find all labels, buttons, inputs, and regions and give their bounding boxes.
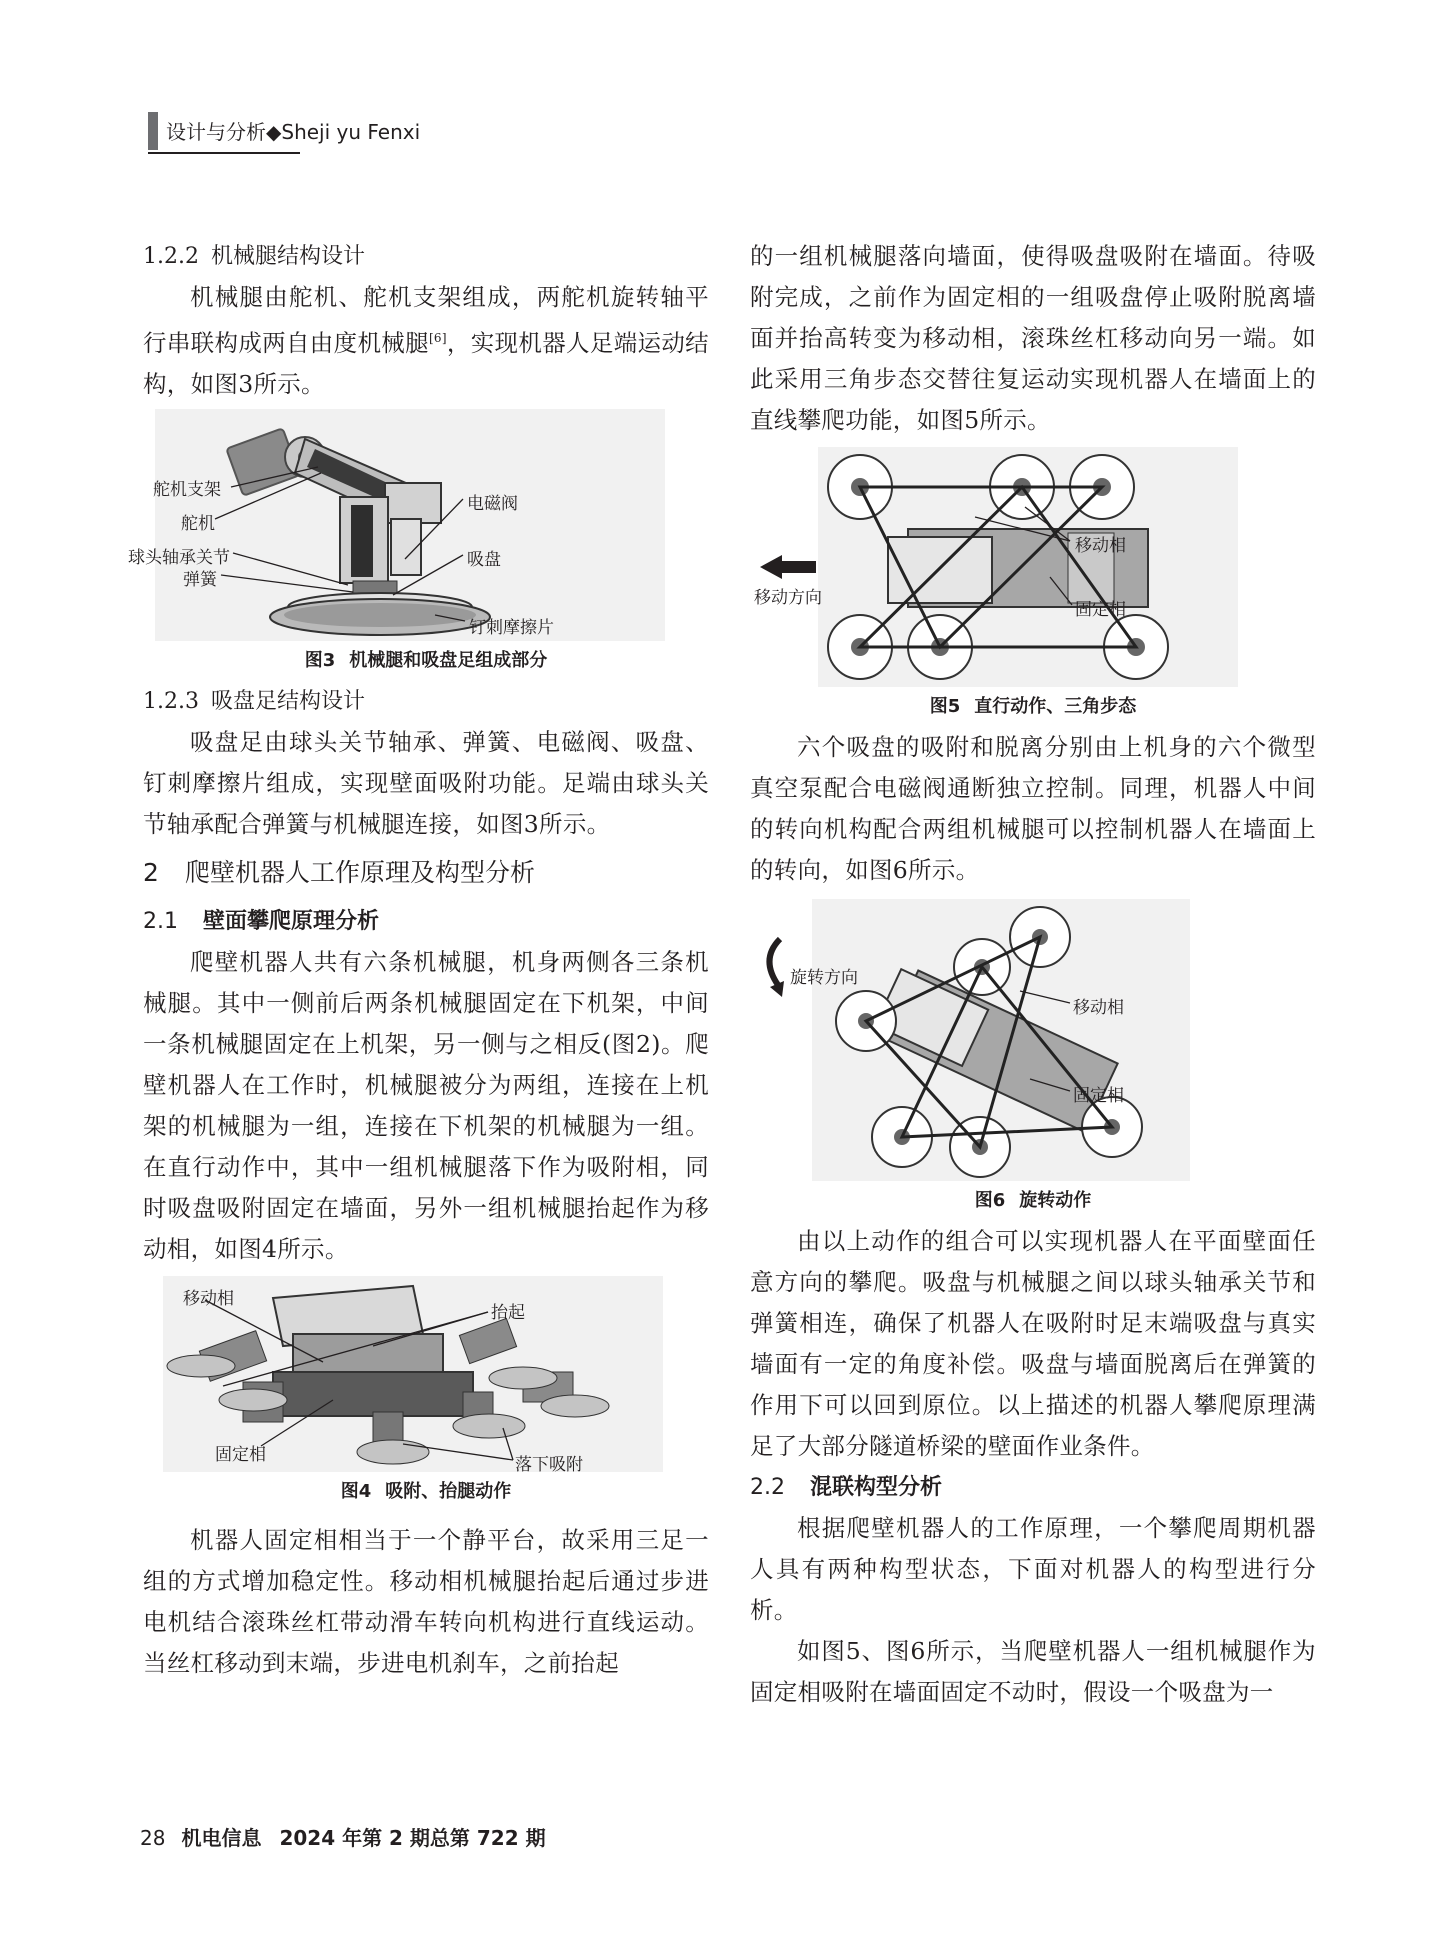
figure-5-caption [750,687,1316,727]
leader-lines [143,409,709,641]
paragraph: 六个吸盘的吸附和脱离分别由上机身的六个微型真空泵配合电磁阀通断独立控制。同理，机器人中间的转向机构配合两组机械腿可以控制机器人在墙面上的转向，如图6所示。 [750,733,1316,884]
section-title: 机械腿结构设计 [211,244,366,269]
caption-number: 图4 [340,1480,372,1502]
caption-number: 图3 [304,649,336,671]
figure-4-caption [143,1472,709,1512]
paragraph: 由以上动作的组合可以实现机器人在平面壁面任意方向的攀爬。吸盘与机械腿之间以球头轴承关节和弹簧相连，确保了机器人在吸附时足末端吸盘与真实墙面有一定的角度补偿。吸盘与墙面脱离后在弹簧的作用下可以回到原位。以上描述的机器人攀爬原理满足了大部分隧道桥梁的壁面作业条件。 [750,1227,1316,1460]
paragraph: 机器人固定相相当于一个静平台，故采用三足一组的方式增加稳定性。移动相机械腿抬起后通过步进电机结合滚珠丝杠带动滑车转向机构进行直线运动。当丝杠移动到末端，步进电机刹车，之前抬起 [143,1525,709,1677]
paragraph-text: 机械腿由舵机、舵机支架组成，两舵机旋转轴平行串联构成两自由度机械腿 [143,283,709,357]
paragraph: 如图5、图6所示，当爬壁机器人一组机械腿作为固定相吸附在墙面固定不动时，假设一个吸盘为一 [750,1637,1316,1706]
section-title: 吸盘足结构设计 [211,688,366,714]
section-title: 混联构型分析 [810,1475,943,1500]
figure-5 [750,447,1316,687]
paragraph [143,277,709,405]
label-servo-bracket: 舵机支架 [153,479,221,500]
label-move-direction: 移动方向 [754,588,822,608]
label-fixed-phase: 固定相 [1075,600,1126,620]
label-moving-phase: 移动相 [1073,998,1124,1018]
caption-text: 机械腿和吸盘足组成部分 [349,649,548,671]
issue-info: 2024 年第 2 期总第 722 期 [279,1826,546,1850]
header-text: 设计与分析◆Sheji yu Fenxi [166,120,421,144]
label-lift: 抬起 [491,1302,525,1323]
label-spring: 弹簧 [183,569,217,590]
paragraph: 吸盘足由球头关节轴承、弹簧、电磁阀、吸盘、钉刺摩擦片组成，实现壁面吸附功能。足端由球头关节轴承配合弹簧与机械腿连接，如图3所示。 [143,727,709,838]
section-heading-1-2-3 [143,681,709,722]
figure-3 [128,409,709,641]
section-number: 1.2.2 [143,244,199,269]
caption-text: 旋转动作 [1019,1190,1092,1211]
section-number: 2.1 [143,908,178,934]
label-spike-pad: 钉刺摩擦片 [469,617,554,638]
section-heading-2-1 [143,901,709,942]
paragraph: 的一组机械腿落向墙面，使得吸盘吸附在墙面。待吸附完成，之前作为固定相的一组吸盘停止吸附脱离墙面并抬高转变为移动相，滚珠丝杠移动向另一端。如此采用三角步态交替往复运动实现机器人在墙面上的直线攀爬功能，如图5所示。 [750,242,1316,434]
section-number: 1.2.3 [143,688,199,714]
section-number: 2 [143,857,159,887]
label-ball-joint: 球头轴承关节 [128,547,230,568]
caption-text: 直行动作、三角步态 [974,696,1137,717]
figure-6-caption [750,1181,1316,1221]
right-column [750,236,1316,1713]
leader-lines [750,447,1316,687]
header-bar [148,112,158,150]
label-moving-phase: 移动相 [1075,536,1126,556]
label-fixed-phase: 固定相 [1073,1086,1124,1106]
label-fixed-phase: 固定相 [215,1444,266,1465]
leader-lines [750,899,1316,1181]
caption-number: 图6 [974,1190,1006,1211]
paragraph: 根据爬壁机器人的工作原理，一个攀爬周期机器人具有两种构型状态，下面对机器人的构型进行分析。 [750,1514,1316,1624]
label-solenoid-valve: 电磁阀 [467,493,518,514]
figure-4 [143,1276,709,1475]
section-heading-2-2 [750,1467,1316,1508]
section-number: 2.2 [750,1475,785,1500]
figure-3-caption [143,641,709,681]
label-moving-phase: 移动相 [183,1288,234,1309]
caption-text: 吸附、抬腿动作 [385,1480,512,1502]
section-title: 爬壁机器人工作原理及构型分析 [185,857,536,887]
running-header [148,112,421,152]
citation: [6] [428,331,447,345]
figure-6 [750,899,1316,1181]
label-drop-attach: 落下吸附 [515,1454,583,1475]
section-heading-2 [143,849,709,897]
label-rotate-direction: 旋转方向 [790,968,858,988]
caption-number: 图5 [929,696,961,717]
section-heading-1-2-2 [143,236,709,277]
paragraph-text: ，实现机器人足端运动结构，如图3所示。 [143,328,709,398]
page-footer [140,1822,546,1851]
page-number: 28 [140,1826,166,1850]
paragraph: 爬壁机器人共有六条机械腿，机身两侧各三条机械腿。其中一侧前后两条机械腿固定在下机架，中间一条机械腿固定在上机架，另一侧与之相反(图2)。爬壁机器人在工作时，机械腿被分为两组，连接在上机架的机械腿为一组，连接在下机架的机械腿为一组。在直行动作中，其中一组机械腿落下作为吸附相，同时吸盘吸附固定在墙面，另外一组机械腿抬起作为移动相，如图4所示。 [143,947,709,1263]
header-rule [148,152,300,154]
section-title: 壁面攀爬原理分析 [203,908,380,934]
label-suction-cup: 吸盘 [467,549,501,570]
label-servo: 舵机 [181,513,215,534]
journal-name: 机电信息 [181,1826,262,1850]
left-column [128,236,709,1684]
